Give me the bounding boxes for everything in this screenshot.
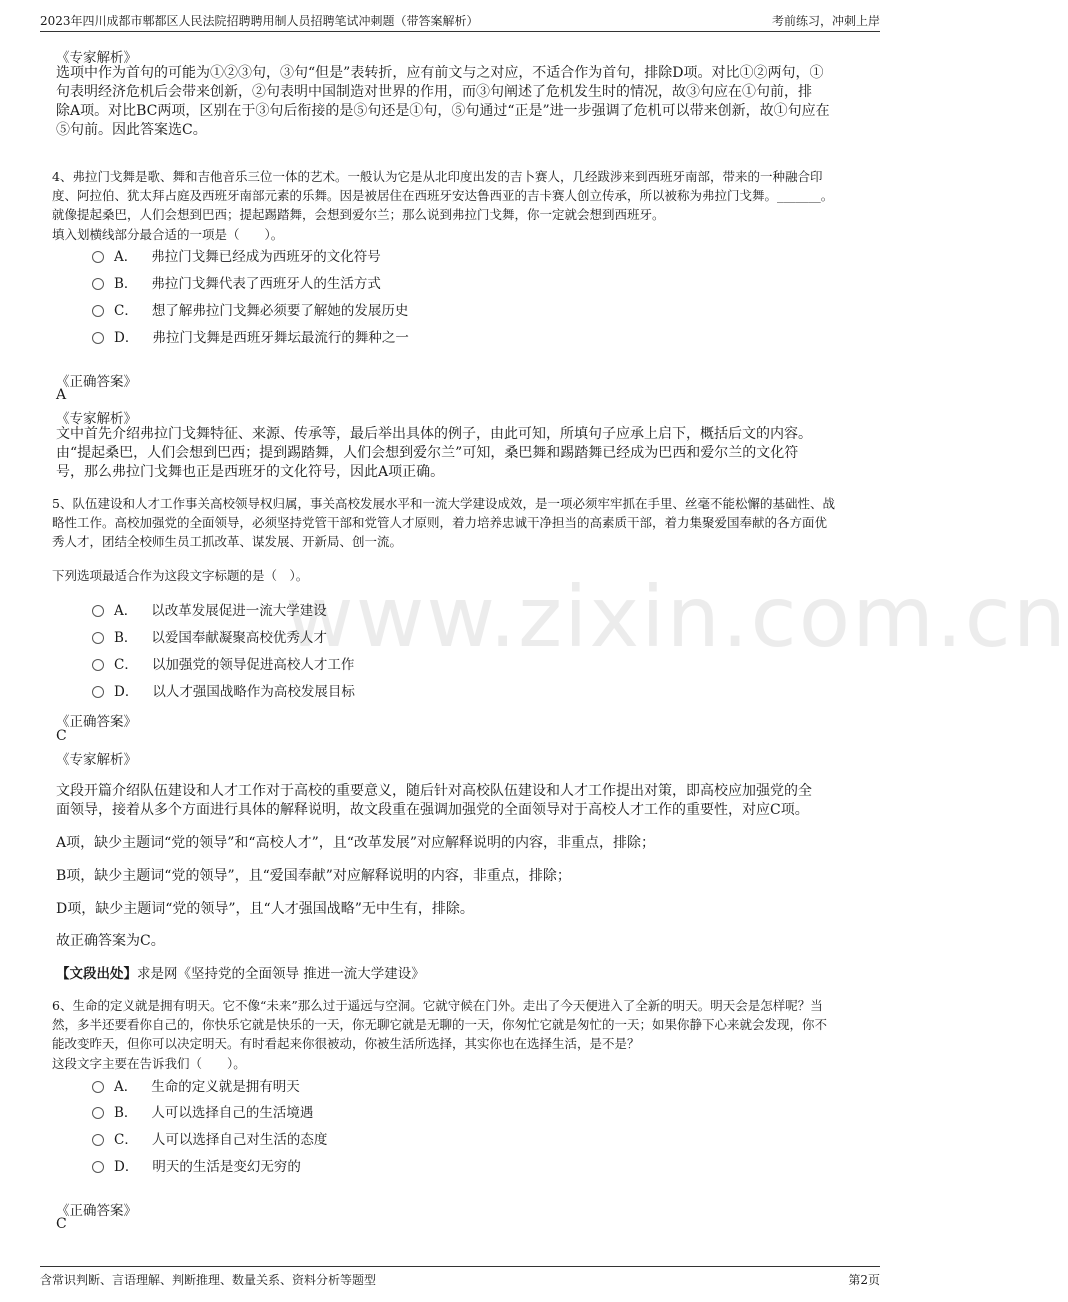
option-a[interactable]: A． 弗拉门戈舞已经成为西班牙的文化符号 (92, 245, 381, 265)
question-4-text: 4、弗拉门戈舞是歌、舞和吉他音乐三位一体的艺术。一般认为它是从北印度出发的吉卜赛人，几经跋涉来到西班牙南部，带来的一种融合印 度、阿拉伯、犹太拜占庭及西班牙南部元素的乐舞。因是被居住在西班牙安达鲁西亚的吉卡赛人创立传承，所以被称为弗拉门戈舞。_______。 就像提起桑巴，人们会想到巴西；提起踢踏舞，会想到爱尔兰；那么说到弗拉门戈舞，你一定就会想到西班牙。 (52, 169, 834, 222)
radio-icon[interactable] (92, 686, 104, 698)
question-5-stem: 下列选项最适合作为这段文字标题的是（ ）。 (52, 568, 309, 583)
analysis-tag: 《专家解析》 (56, 50, 137, 66)
page-footer (40, 1266, 880, 1288)
radio-icon[interactable] (92, 1161, 104, 1173)
radio-icon[interactable] (92, 632, 104, 644)
answer-value: C (56, 728, 67, 744)
question-5-text: 5、队伍建设和人才工作事关高校领导权归属，事关高校发展水平和一流大学建设成效，是一项必须牢牢抓在手里、丝毫不能松懈的基础性、战 略性工作。高校加强党的全面领导，必须坚持党管干部和党管人才原则，着力培养忠诚干净担当的高素质干部，着力集聚爱国奉献的各方面优 秀人才，团结全校师生员工抓改革、谋发展、开新局、创一流。 (52, 496, 835, 549)
option-b[interactable]: B． 以爱国奉献凝聚高校优秀人才 (92, 626, 327, 646)
option-d[interactable]: D． 以人才强国战略作为高校发展目标 (92, 680, 355, 700)
radio-icon[interactable] (92, 278, 104, 290)
radio-icon[interactable] (92, 659, 104, 671)
analysis-tag: 《专家解析》 (56, 752, 137, 768)
analysis-text: 文段开篇介绍队伍建设和人才工作对于高校的重要意义，随后针对高校队伍建设和人才工作提出对策，即高校应加强党的全 面领导，接着从多个方面进行具体的解释说明，故文段重在强调加强党的全面领导对于高校人才工作的重要性，对应C项。 (56, 783, 812, 818)
radio-icon[interactable] (92, 605, 104, 617)
option-c[interactable]: C． 以加强党的领导促进高校人才工作 (92, 653, 354, 673)
analysis-point: 故正确答案为C。 (56, 933, 165, 949)
option-b[interactable]: B． 人可以选择自己的生活境遇 (92, 1101, 313, 1121)
radio-icon[interactable] (92, 332, 104, 344)
footer-note: 含常识判断、言语理解、判断推理、数量关系、资料分析等题型 (40, 1273, 377, 1287)
analysis-point: D项，缺少主题词“党的领导”，且“人才强国战略”无中生有，排除。 (56, 901, 474, 917)
radio-icon[interactable] (92, 305, 104, 317)
radio-icon[interactable] (92, 1134, 104, 1146)
option-a[interactable]: A． 以改革发展促进一流大学建设 (92, 599, 327, 619)
radio-icon[interactable] (92, 1107, 104, 1119)
answer-tag: 《正确答案》 (56, 1203, 137, 1219)
option-b[interactable]: B． 弗拉门戈舞代表了西班牙人的生活方式 (92, 272, 381, 292)
answer-value: A (56, 387, 67, 403)
answer-tag: 《正确答案》 (56, 714, 137, 730)
option-d[interactable]: D． 明天的生活是变幻无穷的 (92, 1155, 301, 1175)
analysis-point: B项，缺少主题词“党的领导”，且“爱国奉献”对应解释说明的内容，非重点，排除； (56, 868, 571, 884)
page-header (40, 10, 880, 32)
question-6-text: 6、生命的定义就是拥有明天。它不像“未来”那么过于遥远与空洞。它就守候在门外。走出了今天便进入了全新的明天。明天会是怎样呢？当 然，多半还要看你自己的，你快乐它就是快乐的一天，你无聊它就是无聊的一天，你匆忙它就是匆忙的一天；如果你静下心来就会发现，你不 能改变昨天，但你可以决定明天。有时看起来你很被动，你被生活所选择，其实你也在选择生活，是不是？ (52, 998, 828, 1051)
option-c[interactable]: C． 想了解弗拉门戈舞必须要了解她的发展历史 (92, 299, 408, 319)
option-c[interactable]: C． 人可以选择自己对生活的态度 (92, 1128, 327, 1148)
option-a[interactable]: A． 生命的定义就是拥有明天 (92, 1075, 300, 1095)
radio-icon[interactable] (92, 251, 104, 263)
question-6-stem: 这段文字主要在告诉我们（ ）。 (52, 1056, 246, 1071)
question-4-stem: 填入划横线部分最合适的一项是（ ）。 (52, 227, 284, 242)
answer-value: C (56, 1216, 67, 1232)
option-d[interactable]: D． 弗拉门戈舞是西班牙舞坛最流行的舞种之一 (92, 326, 409, 346)
analysis-point: A项，缺少主题词“党的领导”和“高校人才”，且“改革发展”对应解释说明的内容，非重点，排除； (56, 835, 656, 851)
document-title: 2023年四川成都市郫都区人民法院招聘聘用制人员招聘笔试冲刺题（带答案解析） (40, 14, 479, 28)
answer-tag: 《正确答案》 (56, 374, 137, 390)
watermark: www.zixin.com.cn (285, 568, 1068, 666)
analysis-tag: 《专家解析》 (56, 411, 137, 427)
page-number: 第2页 (848, 1273, 880, 1287)
radio-icon[interactable] (92, 1081, 104, 1093)
analysis-text: 选项中作为首句的可能为①②③句，③句“但是”表转折，应有前文与之对应，不适合作为首句，排除D项。对比①②两句，① 句表明经济危机后会带来创新，②句表明中国制造对世界的作用，而③句阐述了危机发生时的情况，故③句应在①句前，排 除A项。对比BC两项，区别在于③句后衔接的是⑤句还是①句，⑤句通过“正是”进一步强调了危机可以带来创新，故①句应在 ⑤句前。因此答案选C。 (56, 65, 830, 138)
header-slogan: 考前练习，冲刺上岸 (771, 14, 880, 28)
source-note: 【文段出处】求是网《坚持党的全面领导 推进一流大学建设》 (56, 966, 425, 982)
analysis-text: 文中首先介绍弗拉门戈舞特征、来源、传承等，最后举出具体的例子，由此可知，所填句子应承上启下，概括后文的内容。 由“提起桑巴，人们会想到巴西；提到踢踏舞，人们会想到爱尔兰”可知，桑巴舞和踢踏舞已经成为巴西和爱尔兰的文化符 号，那么弗拉门戈舞也正是西班牙的文化符号，因此A项正确。 (56, 426, 812, 480)
